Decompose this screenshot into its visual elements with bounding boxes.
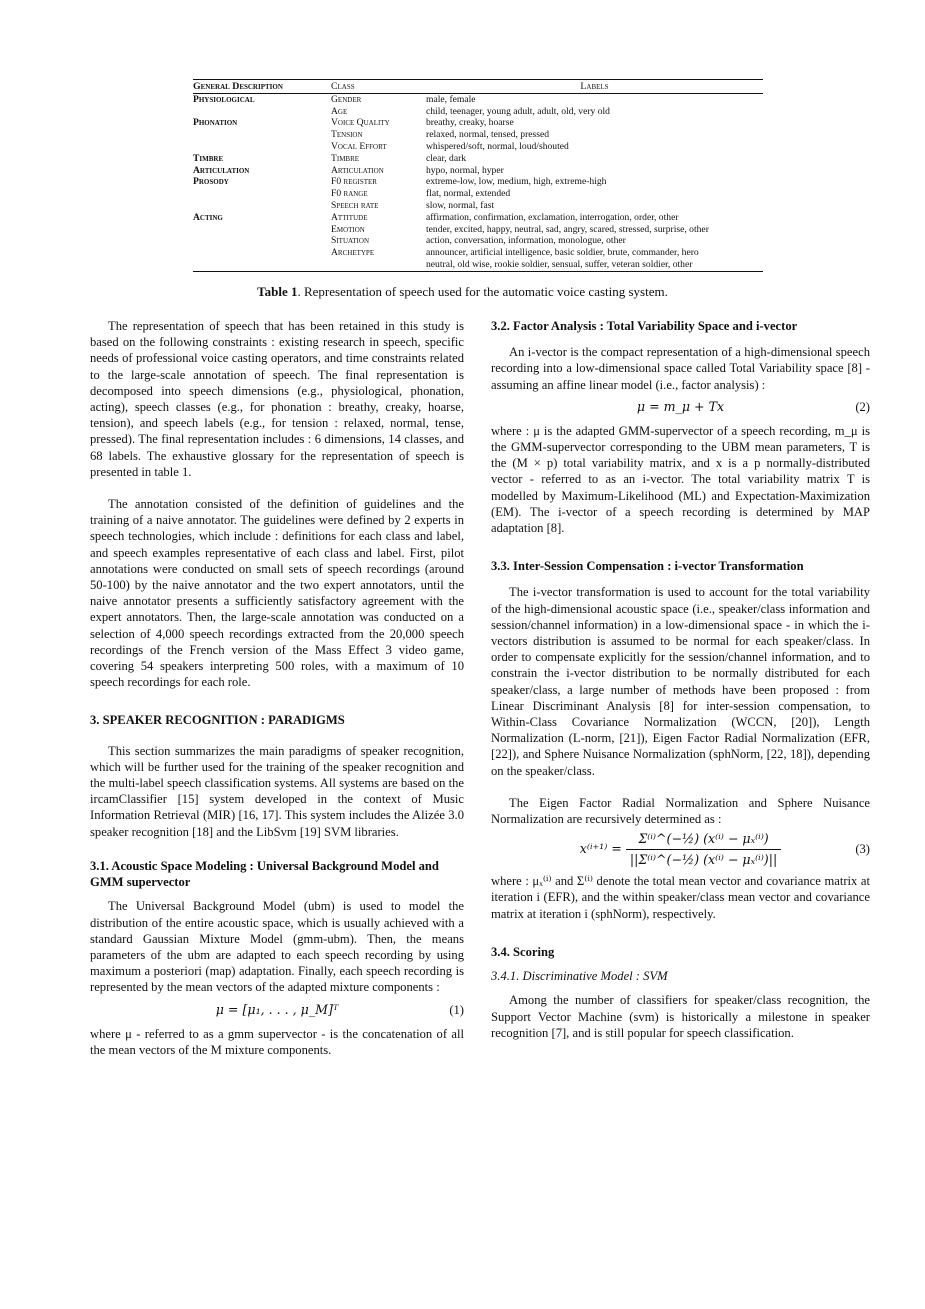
cell-cls: Archetype: [331, 247, 375, 259]
cell-lab: breathy, creaky, hoarse: [426, 117, 514, 129]
caption-text: . Representation of speech used for the automatic voice casting system.: [297, 284, 668, 299]
cell-dim: [193, 259, 331, 271]
cell-lab: relaxed, normal, tensed, pressed: [426, 129, 550, 141]
subsection-heading: 3.3. Inter-Session Compensation : i-vector Transformation: [491, 559, 804, 574]
subsection-heading: 3.2. Factor Analysis : Total Variability Space and i-vector: [491, 319, 798, 333]
cell-cls: Tension: [331, 129, 363, 141]
cell-cls: Situation: [331, 235, 369, 247]
table-row: [193, 188, 763, 200]
table-row: [193, 141, 763, 153]
paragraph: The Eigen Factor Radial Normalization and Sphere Nuisance Normalization are recursively determined as :: [491, 795, 870, 827]
cell-lab: slow, normal, fast: [426, 199, 495, 211]
speech-representation-table: [193, 79, 763, 272]
cell-dim: [193, 188, 331, 200]
section-heading: 3. SPEAKER RECOGNITION : PARADIGMS: [90, 713, 345, 728]
caption-label: Table 1: [257, 284, 298, 299]
table-row: [193, 247, 763, 259]
table-row: [193, 235, 763, 247]
paragraph: The representation of speech that has been retained in this study is based on the following constraints : existing research in speech, specific needs of professional voice casting operators, and time constraints related to the large-scale annotation of speech. The final representation is decomposed into speech dimensions (e.g., physiological, phonation, acting), speech classes (e.g., for phonation : breathy, creaky, hoarse, tension), and speech labels (e.g., for tension : relaxed, normal, tense, pressed). The final representation includes : 6 dimensions, 14 classes, and 68 labels. The exhaustive glossary for the representation of speech is presented in table 1.: [90, 319, 464, 479]
cell-lab: neutral, old wise, rookie soldier, sensual, suffer, veteran soldier, other: [426, 259, 763, 271]
right-column: [491, 318, 870, 1041]
equation-fraction: [626, 831, 781, 868]
subsection-heading: 3.4. Scoring: [491, 944, 555, 959]
subsection-heading: 3.1. Acoustic Space Modeling : Universal Background Model and GMM supervector: [90, 858, 439, 890]
cell-dim: Prosody: [193, 176, 229, 188]
cell-dim: [193, 224, 331, 236]
cell-cls: Timbre: [331, 152, 360, 164]
cell-cls: Age: [331, 105, 348, 117]
cell-cls: F0 register: [331, 176, 377, 188]
cell-cls: Speech rate: [331, 199, 379, 211]
paragraph: Among the number of classifiers for speaker/class recognition, the Support Vector Machine (svm) is historically a milestone in speaker recognition [7], and is still popular for speech classification.: [491, 993, 870, 1040]
paragraph: where μ - referred to as a gmm supervector - is the concatenation of all the mean vectors of the M mixture components.: [90, 1026, 464, 1057]
fraction-numerator: Σ⁽ⁱ⁾^(−½) (x⁽ⁱ⁾ − μₓ⁽ⁱ⁾): [626, 831, 781, 850]
paragraph: The annotation consisted of the definition of guidelines and the training of a naive annotator. The guidelines were defined by 2 experts in speech technologies, which include : definitions for each class and label, and speech examples representative of each class and label. First, pilot annotations were conducted on small sets of speech recordings (around 50-100) by the naive annotator and the two expert annotators, until the naive annotator presents a sufficiently satisfactory agreement with the expert annotators. Then, the large-scale annotation was conducted on a selection of 4,000 speech recordings extracted from the 20,000 speech recordings of the French version of the Mass Effect 3 video game, covering 54 speakers interpreting 500 roles, with a maximum of 10 speech recordings for each role.: [90, 497, 464, 690]
table-row: [193, 106, 763, 118]
cell-lab: flat, normal, extended: [426, 188, 511, 200]
paragraph: where : μₓ⁽ⁱ⁾ and Σ⁽ⁱ⁾ denote the total mean vector and covariance matrix at iteration i (EFR), and the within speaker/class mean vector and covariance matrix at iteration i (sphNorm), respectively.: [491, 874, 870, 921]
cell-dim: Timbre: [193, 152, 224, 164]
cell-cls: Attitude: [331, 211, 368, 223]
cell-dim: Phonation: [193, 117, 238, 129]
paragraph: This section summarizes the main paradigms of speaker recognition, which will be further used for the training of the speaker recognition and the multi-label speech classification systems. All systems are based on the ircamClassifier [15] system developed in the context of Music Information Retrieval (MIR) [16, 17]. This system includes the Alizée 3.0 speaker recognition [18] and the LibSvm [19] SVM libraries.: [90, 743, 464, 839]
cell-dim: [193, 235, 331, 247]
table-row: [193, 212, 763, 224]
cell-lab: hypo, normal, hyper: [426, 164, 504, 176]
equation-lhs: x⁽ⁱ⁺¹⁾ =: [579, 841, 622, 857]
cell-lab: tender, excited, happy, neutral, sad, angry, scared, stressed, surprise, other: [426, 223, 709, 235]
header-general-description: General Description: [193, 80, 331, 94]
cell-cls: Vocal Effort: [331, 140, 387, 152]
paragraph: An i-vector is the compact representation of a high-dimensional speech recording into a low-dimensional space called Total Variability space [8] - assuming an affine linear model (i.e., factor analysis) :: [491, 345, 870, 392]
cell-dim: [193, 247, 331, 259]
cell-cls: [331, 259, 426, 271]
cell-lab: extreme-low, low, medium, high, extreme-high: [426, 176, 607, 188]
equation-3: [491, 827, 870, 873]
cell-lab: whispered/soft, normal, loud/shouted: [426, 140, 569, 152]
cell-dim: [193, 141, 331, 153]
paragraph: The Universal Background Model (ubm) is used to model the distribution of the entire acoustic space, which is usually achieved with a standard Gaussian Mixture Model (gmm-ubm). Then, the means parameters of the ubm are adapted to each speech recording by using maximum a posteriori (map) adaptation. Finally, each speech recording is represented by the mean vectors of the adapted mixture components :: [90, 899, 464, 995]
equation-number: (3): [855, 842, 870, 857]
table-row: [193, 93, 763, 105]
cell-cls: Gender: [331, 93, 362, 105]
cell-dim: Articulation: [193, 164, 250, 176]
table-row: [193, 200, 763, 212]
paragraph: The i-vector transformation is used to account for the total variability of the high-dimensional acoustic space (i.e., speaker/class information and session/channel information) in a low-dimensional space - in which the i-vectors distribution is assumed to be normal for each speaker/class. In order to compensate explicitly for the session/channel information, and to constrain the i-vector distribution to be normally distributed for each speaker/class, a large number of methods have been proposed : from Linear Discriminant Analysis [8] for inter-session compensation, to Within-Class Covariance Normalization (WCCN, [20]), Length Normalization (L-norm, [21]), Eigen Factor Radial Normalization (EFR, [22]), and Sphere Nuisance Normalization (sphNorm, [22, 18]), depending on the speaker/class.: [491, 585, 870, 778]
equation-body: μ = [μ₁, . . . , μ_M]ᵀ: [215, 1001, 339, 1017]
cell-lab: child, teenager, young adult, adult, old, very old: [426, 105, 610, 117]
cell-lab: male, female: [426, 93, 476, 105]
cell-dim: [193, 200, 331, 212]
cell-cls: Articulation: [331, 164, 384, 176]
equation-body: μ = m_μ + Tx: [636, 398, 725, 414]
cell-lab: clear, dark: [426, 152, 467, 164]
cell-lab: affirmation, confirmation, exclamation, interrogation, order, other: [426, 211, 679, 223]
table-row: [193, 224, 763, 236]
cell-cls: Emotion: [331, 223, 365, 235]
cell-dim: [193, 106, 331, 118]
table-header-row: [193, 80, 763, 94]
equation-1: [90, 996, 464, 1026]
paragraph: where : μ is the adapted GMM-supervector of a speech recording, m_μ is the GMM-supervector corresponding to the UBM mean parameters, T is the (M × p) total variability matrix, and x is a p normally-distributed vector - referred to as an i-vector. The total variability matrix T is modelled by Maximum-Likelihood (ML) and Expectation-Maximization (EM). The i-vector of a speech recording is determined by MAP adaptation [8].: [491, 423, 870, 536]
subsubsection-heading: 3.4.1. Discriminative Model : SVM: [491, 969, 668, 984]
table-row: [193, 259, 763, 271]
equation-2: [491, 393, 870, 423]
cell-lab: action, conversation, information, monologue, other: [426, 235, 626, 247]
header-class: Class: [331, 80, 426, 94]
fraction-denominator: ||Σ⁽ⁱ⁾^(−½) (x⁽ⁱ⁾ − μₓ⁽ⁱ⁾)||: [629, 852, 778, 868]
cell-cls: F0 range: [331, 188, 368, 200]
table-row: [193, 129, 763, 141]
left-column: [90, 318, 464, 1058]
header-labels: Labels: [426, 80, 763, 94]
table-row: [193, 153, 763, 165]
cell-dim: [193, 129, 331, 141]
table-caption: [0, 284, 925, 300]
table-row: [193, 117, 763, 129]
table-row: [193, 176, 763, 188]
cell-cls: Voice Quality: [331, 117, 390, 129]
cell-dim: Physiological: [193, 93, 255, 105]
cell-dim: Acting: [193, 211, 223, 223]
cell-lab: announcer, artificial intelligence, basic soldier, brute, commander, hero: [426, 247, 699, 259]
equation-number: (1): [449, 1002, 464, 1017]
equation-number: (2): [855, 399, 870, 414]
table-row: [193, 165, 763, 177]
